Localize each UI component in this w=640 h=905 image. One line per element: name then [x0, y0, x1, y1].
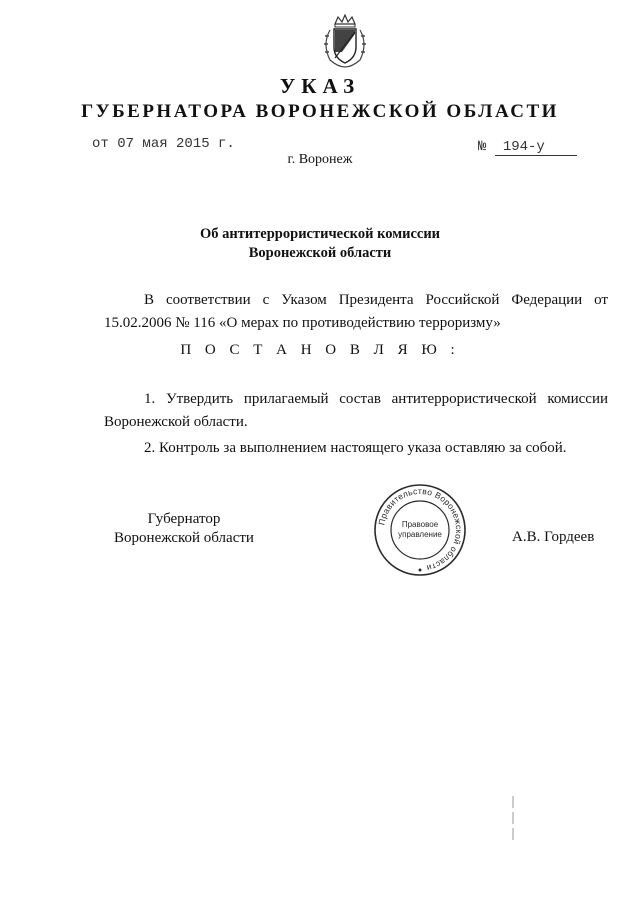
position-line-1: Губернатор — [147, 511, 221, 527]
subject-line-1: Об антитеррористической комиссии — [199, 226, 441, 242]
item-1-paragraph — [104, 388, 608, 434]
official-stamp — [372, 482, 468, 578]
date-prefix: от — [92, 136, 109, 152]
decree-word: П О С Т А Н О В Л Я Ю : — [180, 342, 460, 358]
stamp-ring-text: Правительство Воронежской области — [376, 485, 465, 574]
item-1-text: 1. Утвердить прилагаемый состав антитеррористической комиссии Воронежской области. — [104, 391, 608, 430]
voronezh-coat-of-arms-icon — [318, 14, 372, 70]
preamble-text: В соответствии с Указом Президента Российской Федерации от 15.02.2006 № 116 «О мерах по противодействию терроризму» — [104, 292, 608, 331]
position-line-2: Воронежской области — [114, 530, 254, 546]
stamp-center-line-1: Правовое — [401, 520, 439, 529]
signatory-name: А.В. Гордеев — [512, 529, 595, 545]
document-subject — [0, 225, 640, 263]
number-value: 194-у — [495, 139, 577, 156]
document-city: г. Воронеж — [287, 152, 353, 167]
document-type-title: УКАЗ — [279, 74, 361, 98]
issuer-subtitle: ГУБЕРНАТОРА ВОРОНЕЖСКОЙ ОБЛАСТИ — [81, 101, 559, 122]
subject-line-2: Воронежской области — [248, 245, 392, 261]
item-2-paragraph — [104, 437, 608, 460]
margin-marks — [512, 796, 514, 840]
document-date — [92, 136, 235, 152]
stamp-center-line-2: управление — [398, 530, 442, 539]
preamble-paragraph — [104, 289, 608, 335]
item-2-text: 2. Контроль за выполнением настоящего указа оставляю за собой. — [144, 440, 567, 456]
number-prefix: № — [478, 139, 487, 155]
signatory-position — [104, 510, 264, 548]
date-value: 07 мая 2015 г. — [117, 136, 235, 152]
